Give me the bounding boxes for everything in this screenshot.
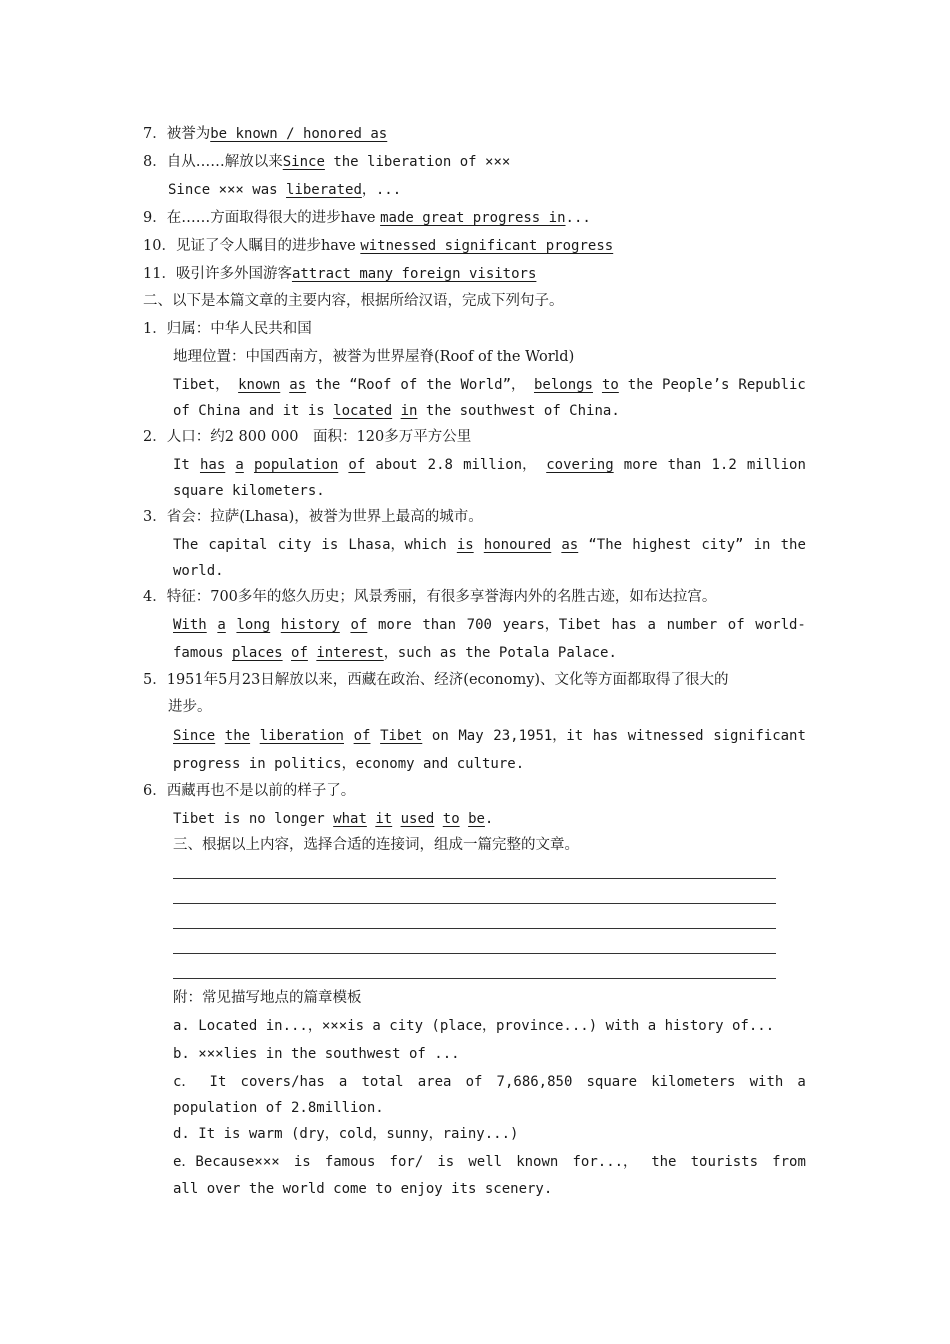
writing-line	[173, 903, 776, 904]
blank-answer: is	[456, 537, 474, 553]
word: significant	[713, 728, 806, 744]
blank-answer: of	[350, 617, 368, 633]
blank-answer: covering	[546, 457, 614, 473]
item2-cn: 2．人口：约2 800 000 面积：120多万平方公里	[143, 429, 472, 445]
word: Lhasa，which	[348, 537, 447, 553]
item5-cn: 5．1951年5月23日解放以来，西藏在政治、经济(economy)、文化等方面都取得了很大的	[143, 672, 729, 688]
word: 23,1951，it	[493, 728, 584, 744]
blank-answer: used	[400, 811, 435, 827]
writing-line	[173, 978, 776, 979]
word: well	[468, 1154, 503, 1170]
phrase-cn: 11．吸引许多外国游客	[143, 266, 292, 282]
phrase-answer: be known / honored as	[210, 126, 388, 142]
item6-en-line1	[173, 809, 493, 829]
item4-en-line2	[173, 643, 617, 663]
word: “The	[588, 537, 623, 553]
appendix-e-line2: all over the world come to enjoy its scenery.	[173, 1181, 553, 1197]
word: of	[465, 1074, 483, 1090]
appendix-e-line1	[173, 1152, 806, 1172]
blank-answer: what	[333, 811, 367, 827]
word: more	[623, 457, 658, 473]
word: e．Because×××	[173, 1154, 280, 1170]
phrase-11	[143, 264, 536, 284]
blank-answer: as	[561, 537, 579, 553]
word: covers/has	[240, 1074, 325, 1090]
word: years，Tibet	[502, 617, 601, 633]
word: in	[753, 537, 771, 553]
item3-en-line1	[173, 535, 806, 555]
item4-en-line1	[173, 615, 806, 635]
word: World”，	[460, 377, 526, 393]
word: about	[375, 457, 418, 473]
phrase-cn: 9．在……方面取得很大的进步have	[143, 210, 381, 226]
word: famous	[324, 1154, 376, 1170]
word: than	[667, 457, 702, 473]
word: the	[651, 1154, 677, 1170]
word: The	[173, 537, 199, 553]
word	[392, 403, 400, 419]
word: a	[797, 1074, 806, 1090]
item3-en-line2: world.	[173, 563, 224, 579]
blank-answer: of	[348, 457, 366, 473]
item2-en-line1	[173, 455, 806, 475]
word: city	[277, 537, 312, 553]
word: It	[209, 1074, 227, 1090]
blank-answer: of	[353, 728, 371, 744]
word: It	[173, 457, 190, 473]
phrase-8-line2	[168, 180, 401, 200]
word: square	[586, 1074, 638, 1090]
word: Tibet is no longer	[173, 811, 334, 827]
blank-answer: Tibet	[380, 728, 423, 744]
blank-answer: has	[199, 457, 226, 473]
word	[460, 811, 468, 827]
word: the	[426, 377, 452, 393]
appendix-c-line1	[173, 1072, 806, 1092]
word: from	[772, 1154, 806, 1170]
word: .	[484, 811, 494, 827]
word: 700	[466, 617, 492, 633]
word: Tibet，	[173, 377, 230, 393]
word: is	[437, 1154, 455, 1170]
word: Republic	[738, 377, 806, 393]
blank-answer: as	[289, 377, 307, 393]
blank-answer: history	[280, 617, 340, 633]
blank-answer: liberation	[259, 728, 344, 744]
word: million，	[463, 457, 537, 473]
blank-answer: population	[253, 457, 339, 473]
blank-answer: a	[217, 617, 226, 633]
appendix-d: d. It is warm (dry，cold，sunny，rainy...)	[173, 1126, 519, 1142]
phrase-7	[143, 124, 387, 144]
writing-line	[173, 878, 776, 879]
appendix-b: b. ×××lies in the southwest of ...	[173, 1046, 460, 1062]
item1-en-line1	[173, 375, 806, 395]
blank-answer: known	[238, 377, 281, 393]
appendix-a: a. Located in...，×××is a city (place，province...) with a history of...	[173, 1018, 775, 1034]
word: for/	[389, 1154, 424, 1170]
word: tourists	[690, 1154, 759, 1170]
blank-answer: located	[333, 403, 393, 419]
word: million	[746, 457, 806, 473]
word: People’s	[662, 377, 730, 393]
blank-answer: Since	[173, 728, 216, 744]
word: the southwest of China.	[417, 403, 620, 419]
blank-answer: to	[601, 377, 619, 393]
word	[283, 645, 291, 661]
blank-answer: the	[224, 728, 251, 744]
phrase-text: the liberation of ×××	[324, 154, 511, 170]
word: with	[749, 1074, 784, 1090]
word: of	[727, 617, 745, 633]
item4-cn: 4．特征：700多年的悠久历史；风景秀丽，有很多享誉海内外的名胜古迹，如布达拉宫。	[143, 589, 717, 605]
word: 1.2	[711, 457, 737, 473]
phrase-9	[143, 208, 591, 228]
word: total	[361, 1074, 404, 1090]
phrase-cn: 7．被誉为	[143, 126, 211, 142]
word: “Roof	[349, 377, 392, 393]
word: is	[321, 537, 339, 553]
blank-answer: interest	[316, 645, 384, 661]
word: number	[666, 617, 718, 633]
section2-heading: 二、以下是本篇文章的主要内容，根据所给汉语，完成下列句子。	[143, 293, 564, 309]
phrase-answer: attract many foreign visitors	[291, 266, 537, 282]
word: 2.8	[427, 457, 453, 473]
blank-answer: places	[232, 645, 283, 661]
blank-answer: With	[173, 617, 207, 633]
phrase-text: ...	[565, 210, 591, 226]
phrase-cn: 10．见证了令人瞩目的进步have	[143, 238, 361, 254]
word: the	[780, 537, 806, 553]
blank-answer: in	[400, 403, 418, 419]
word: of	[400, 377, 418, 393]
phrase-text: Since ××× was	[168, 182, 287, 198]
word: of China and it is	[173, 403, 334, 419]
appendix-title: 附：常见描写地点的篇章模板	[173, 990, 362, 1006]
word: is	[293, 1154, 311, 1170]
word: witnessed	[627, 728, 704, 744]
word: than	[422, 617, 457, 633]
word: highest	[632, 537, 692, 553]
blank-answer: be	[468, 811, 485, 827]
blank-answer: belongs	[533, 377, 593, 393]
item1-en-line2	[173, 401, 620, 421]
writing-line	[173, 928, 776, 929]
word: the	[315, 377, 341, 393]
word: the	[627, 377, 654, 393]
blank-answer: a	[235, 457, 244, 473]
word: kilometers	[651, 1074, 736, 1090]
item1-cn: 1．归属：中华人民共和国	[143, 321, 312, 337]
item3-cn: 3．省会：拉萨(Lhasa)，被誉为世界上最高的城市。	[143, 509, 483, 525]
word: c．	[173, 1074, 196, 1090]
item5-cn2: 进步。	[168, 699, 212, 715]
word: on	[431, 728, 449, 744]
word: 7,686,850	[496, 1074, 573, 1090]
phrase-answer: made great progress in	[380, 210, 566, 226]
item1-cn2: 地理位置：中国西南方，被誉为世界屋脊(Roof of the World)	[173, 349, 575, 365]
word: has	[611, 617, 637, 633]
phrase-8	[143, 152, 510, 172]
phrase-text: ，...	[361, 182, 402, 198]
blank-answer: to	[442, 811, 460, 827]
word: May	[458, 728, 484, 744]
item6-cn: 6．西藏再也不是以前的样子了。	[143, 783, 356, 799]
section3-heading: 三、根据以上内容，选择合适的连接词，组成一篇完整的文章。	[173, 837, 579, 853]
word: world-	[755, 617, 806, 633]
word: for...，	[572, 1154, 638, 1170]
phrase-answer: Since	[282, 154, 325, 170]
item5-en-line1	[173, 726, 806, 746]
phrase-10	[143, 236, 613, 256]
item5-en-line2: progress in politics，economy and culture.	[173, 756, 525, 772]
word: has	[592, 728, 619, 744]
word: area	[417, 1074, 452, 1090]
phrase-answer: liberated	[286, 182, 362, 198]
appendix-c-line2: population of 2.8million.	[173, 1100, 384, 1116]
blank-answer: honoured	[483, 537, 552, 553]
word: a	[647, 617, 656, 633]
blank-answer: long	[236, 617, 271, 633]
writing-line	[173, 953, 776, 954]
word: ，such as the Potala Palace.	[383, 645, 617, 661]
word: a	[338, 1074, 348, 1090]
word	[392, 811, 400, 827]
item2-en-line2: square kilometers.	[173, 483, 325, 499]
word: known	[516, 1154, 559, 1170]
word: city”	[701, 537, 744, 553]
phrase-cn: 8．自从……解放以来	[143, 154, 283, 170]
word: famous	[173, 645, 233, 661]
word: more	[377, 617, 412, 633]
blank-answer: of	[291, 645, 308, 661]
word	[434, 811, 442, 827]
word: capital	[208, 537, 268, 553]
phrase-answer: witnessed significant progress	[360, 238, 614, 254]
blank-answer: it	[375, 811, 393, 827]
